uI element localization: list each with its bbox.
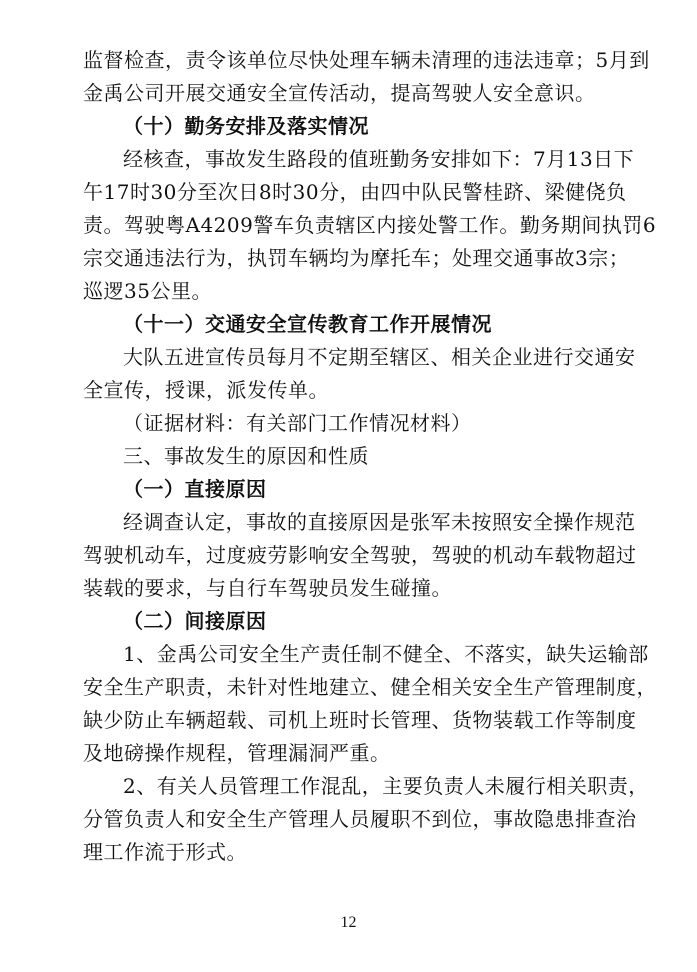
paragraph-line: 经调查认定，事故的直接原因是张军未按照安全操作规范 <box>123 510 636 534</box>
paragraph-line: 宗交通违法行为，执罚车辆均为摩托车；处理交通事故3宗； <box>83 246 630 270</box>
chapter-heading-causes: 三、事故发生的原因和性质 <box>123 444 369 468</box>
paragraph-line: 大队五进宣传员每月不定期至辖区、相关企业进行交通安 <box>123 345 636 369</box>
section-heading-safety-education: （十一）交通安全宣传教育工作开展情况 <box>123 312 492 336</box>
paragraph-line: 全宣传，授课，派发传单。 <box>83 378 329 402</box>
paragraph-line: 装载的要求，与自行车驾驶员发生碰撞。 <box>83 576 452 600</box>
paragraph-line: 理工作流于形式。 <box>83 840 247 864</box>
section-heading-indirect-cause: （二）间接原因 <box>123 609 267 633</box>
paragraph-line: 巡逻35公里。 <box>83 279 212 303</box>
section-heading-direct-cause: （一）直接原因 <box>123 477 267 501</box>
body-text <box>83 44 657 869</box>
paragraph-line: 分管负责人和安全生产管理人员履职不到位，事故隐患排查治 <box>83 807 637 831</box>
paragraph-line: 金禹公司开展交通安全宣传活动，提高驾驶人安全意识。 <box>83 81 596 105</box>
paragraph-line: 1、金禹公司安全生产责任制不健全、不落实，缺失运输部 <box>123 642 649 666</box>
paragraph-line: 2、有关人员管理工作混乱，主要负责人未履行相关职责， <box>123 774 649 798</box>
paragraph-line: 午17时30分至次日8时30分，由四中队民警桂跻、梁健侥负 <box>83 180 627 204</box>
evidence-note: （证据材料：有关部门工作情况材料） <box>123 411 472 435</box>
paragraph-line: 经核查，事故发生路段的值班勤务安排如下：7月13日下 <box>123 147 635 171</box>
section-heading-duty-arrangement: （十）勤务安排及落实情况 <box>123 114 369 138</box>
paragraph-line: 缺少防止车辆超载、司机上班时长管理、货物装载工作等制度 <box>83 708 637 732</box>
paragraph-line: 驾驶机动车，过度疲劳影响安全驾驶，驾驶的机动车载物超过 <box>83 543 637 567</box>
paragraph-line: 责。驾驶粤A4209警车负责辖区内接处警工作。勤务期间执罚6 <box>83 213 657 237</box>
paragraph-line: 监督检查，责令该单位尽快处理车辆未清理的违法违章；5月到 <box>83 48 650 72</box>
paragraph-line: 及地磅操作规程，管理漏洞严重。 <box>83 741 391 765</box>
paragraph-line: 安全生产职责，未针对性地建立、健全相关安全生产管理制度， <box>83 675 657 699</box>
page-number: 12 <box>340 914 357 931</box>
